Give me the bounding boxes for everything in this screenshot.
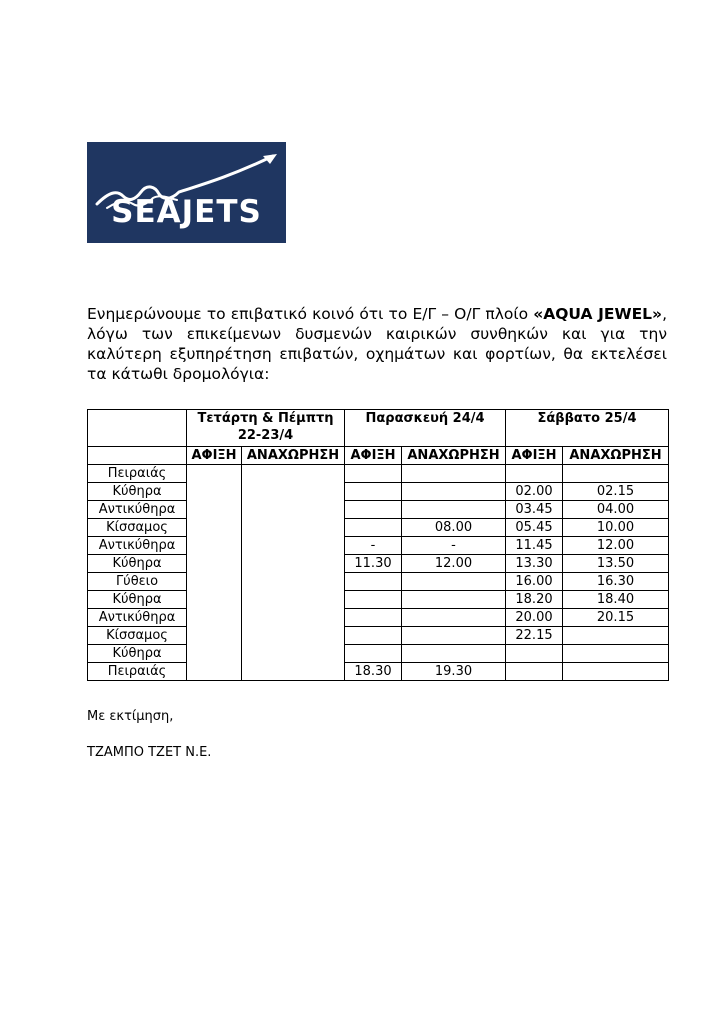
sat-arr-cell xyxy=(506,465,563,483)
fri-arr-cell xyxy=(345,645,402,663)
sat-dep-cell: 02.15 xyxy=(563,483,669,501)
intro-paragraph xyxy=(87,304,667,384)
corner-cell xyxy=(88,410,187,447)
port-cell: Αντικύθηρα xyxy=(88,501,187,519)
port-cell: Κύθηρα xyxy=(88,591,187,609)
wed-thu-dep-merged xyxy=(242,465,345,681)
dep-header: ΑΝΑΧΩΡΗΣΗ xyxy=(402,447,506,465)
day-header-wed-thu: Τετάρτη & Πέμπτη 22-23/4 xyxy=(187,410,345,447)
port-cell: Κύθηρα xyxy=(88,483,187,501)
fri-arr-cell xyxy=(345,519,402,537)
fri-dep-cell: 08.00 xyxy=(402,519,506,537)
sat-arr-cell: 03.45 xyxy=(506,501,563,519)
port-cell: Πειραιάς xyxy=(88,465,187,483)
port-cell: Γύθειο xyxy=(88,573,187,591)
fri-dep-cell xyxy=(402,591,506,609)
port-cell: Αντικύθηρα xyxy=(88,609,187,627)
ship-name: «AQUA JEWEL» xyxy=(533,305,663,323)
dep-header: ΑΝΑΧΩΡΗΣΗ xyxy=(563,447,669,465)
regards-text: Με εκτίμηση, xyxy=(87,709,174,724)
fri-dep-cell xyxy=(402,609,506,627)
port-cell: Κίσσαμος xyxy=(88,627,187,645)
schedule-table xyxy=(87,409,669,681)
fri-arr-cell xyxy=(345,591,402,609)
fri-dep-cell xyxy=(402,573,506,591)
fri-arr-cell: - xyxy=(345,537,402,555)
sat-dep-cell: 16.30 xyxy=(563,573,669,591)
table-row xyxy=(88,609,669,627)
logo-wordmark: SEAJETS xyxy=(111,194,262,230)
sat-dep-cell: 18.40 xyxy=(563,591,669,609)
table-row xyxy=(88,663,669,681)
fri-arr-cell: 11.30 xyxy=(345,555,402,573)
port-cell: Κύθηρα xyxy=(88,555,187,573)
port-cell: Πειραιάς xyxy=(88,663,187,681)
port-cell: Κύθηρα xyxy=(88,645,187,663)
fri-arr-cell xyxy=(345,483,402,501)
table-row xyxy=(88,537,669,555)
table-row xyxy=(88,591,669,609)
fri-dep-cell: 19.30 xyxy=(402,663,506,681)
table-row xyxy=(88,519,669,537)
seajets-logo xyxy=(87,142,286,243)
fri-dep-cell xyxy=(402,627,506,645)
sat-dep-cell: 04.00 xyxy=(563,501,669,519)
sat-arr-cell: 13.30 xyxy=(506,555,563,573)
intro-part2: , λόγω των επικείμενων δυσμενών καιρικών συνθηκών και για την καλύτερη εξυπηρέτηση επιβατών, οχημάτων και φορτίων, θα εκτελέσει τα κάτωθι δρομολόγια: xyxy=(87,305,667,383)
table-header-sub xyxy=(88,447,669,465)
table-header-days xyxy=(88,410,669,447)
company-name: ΤΖΑΜΠΟ ΤΖΕΤ Ν.Ε. xyxy=(87,745,212,760)
sat-arr-cell: 05.45 xyxy=(506,519,563,537)
table-row xyxy=(88,573,669,591)
sat-arr-cell: 02.00 xyxy=(506,483,563,501)
sat-arr-cell xyxy=(506,663,563,681)
sat-dep-cell: 12.00 xyxy=(563,537,669,555)
fri-arr-cell xyxy=(345,501,402,519)
fri-arr-cell xyxy=(345,573,402,591)
sat-arr-cell: 20.00 xyxy=(506,609,563,627)
table-row xyxy=(88,465,669,483)
sat-dep-cell xyxy=(563,645,669,663)
corner-sub-cell xyxy=(88,447,187,465)
table-row xyxy=(88,501,669,519)
sat-dep-cell xyxy=(563,465,669,483)
wed-thu-arr-merged xyxy=(187,465,242,681)
day-header-sat: Σάββατο 25/4 xyxy=(506,410,669,447)
fri-dep-cell: - xyxy=(402,537,506,555)
intro-part1: Ενημερώνουμε το επιβατικό κοινό ότι το Ε/Γ – Ο/Γ πλοίο xyxy=(87,305,534,323)
port-cell: Κίσσαμος xyxy=(88,519,187,537)
sat-arr-cell: 16.00 xyxy=(506,573,563,591)
sat-dep-cell xyxy=(563,627,669,645)
port-cell: Αντικύθηρα xyxy=(88,537,187,555)
dep-header: ΑΝΑΧΩΡΗΣΗ xyxy=(242,447,345,465)
sat-arr-cell: 11.45 xyxy=(506,537,563,555)
fri-dep-cell: 12.00 xyxy=(402,555,506,573)
table-row xyxy=(88,483,669,501)
fri-arr-cell xyxy=(345,609,402,627)
fri-dep-cell xyxy=(402,501,506,519)
fri-dep-cell xyxy=(402,483,506,501)
sat-arr-cell: 18.20 xyxy=(506,591,563,609)
sat-dep-cell: 10.00 xyxy=(563,519,669,537)
table-row xyxy=(88,555,669,573)
arr-header: ΑΦΙΞΗ xyxy=(506,447,563,465)
fri-arr-cell xyxy=(345,627,402,645)
fri-dep-cell xyxy=(402,465,506,483)
table-row xyxy=(88,645,669,663)
day-header-fri: Παρασκευή 24/4 xyxy=(345,410,506,447)
sat-dep-cell: 13.50 xyxy=(563,555,669,573)
arr-header: ΑΦΙΞΗ xyxy=(187,447,242,465)
sat-dep-cell: 20.15 xyxy=(563,609,669,627)
fri-arr-cell: 18.30 xyxy=(345,663,402,681)
fri-dep-cell xyxy=(402,645,506,663)
sat-arr-cell xyxy=(506,645,563,663)
sat-dep-cell xyxy=(563,663,669,681)
sat-arr-cell: 22.15 xyxy=(506,627,563,645)
fri-arr-cell xyxy=(345,465,402,483)
table-row xyxy=(88,627,669,645)
arr-header: ΑΦΙΞΗ xyxy=(345,447,402,465)
